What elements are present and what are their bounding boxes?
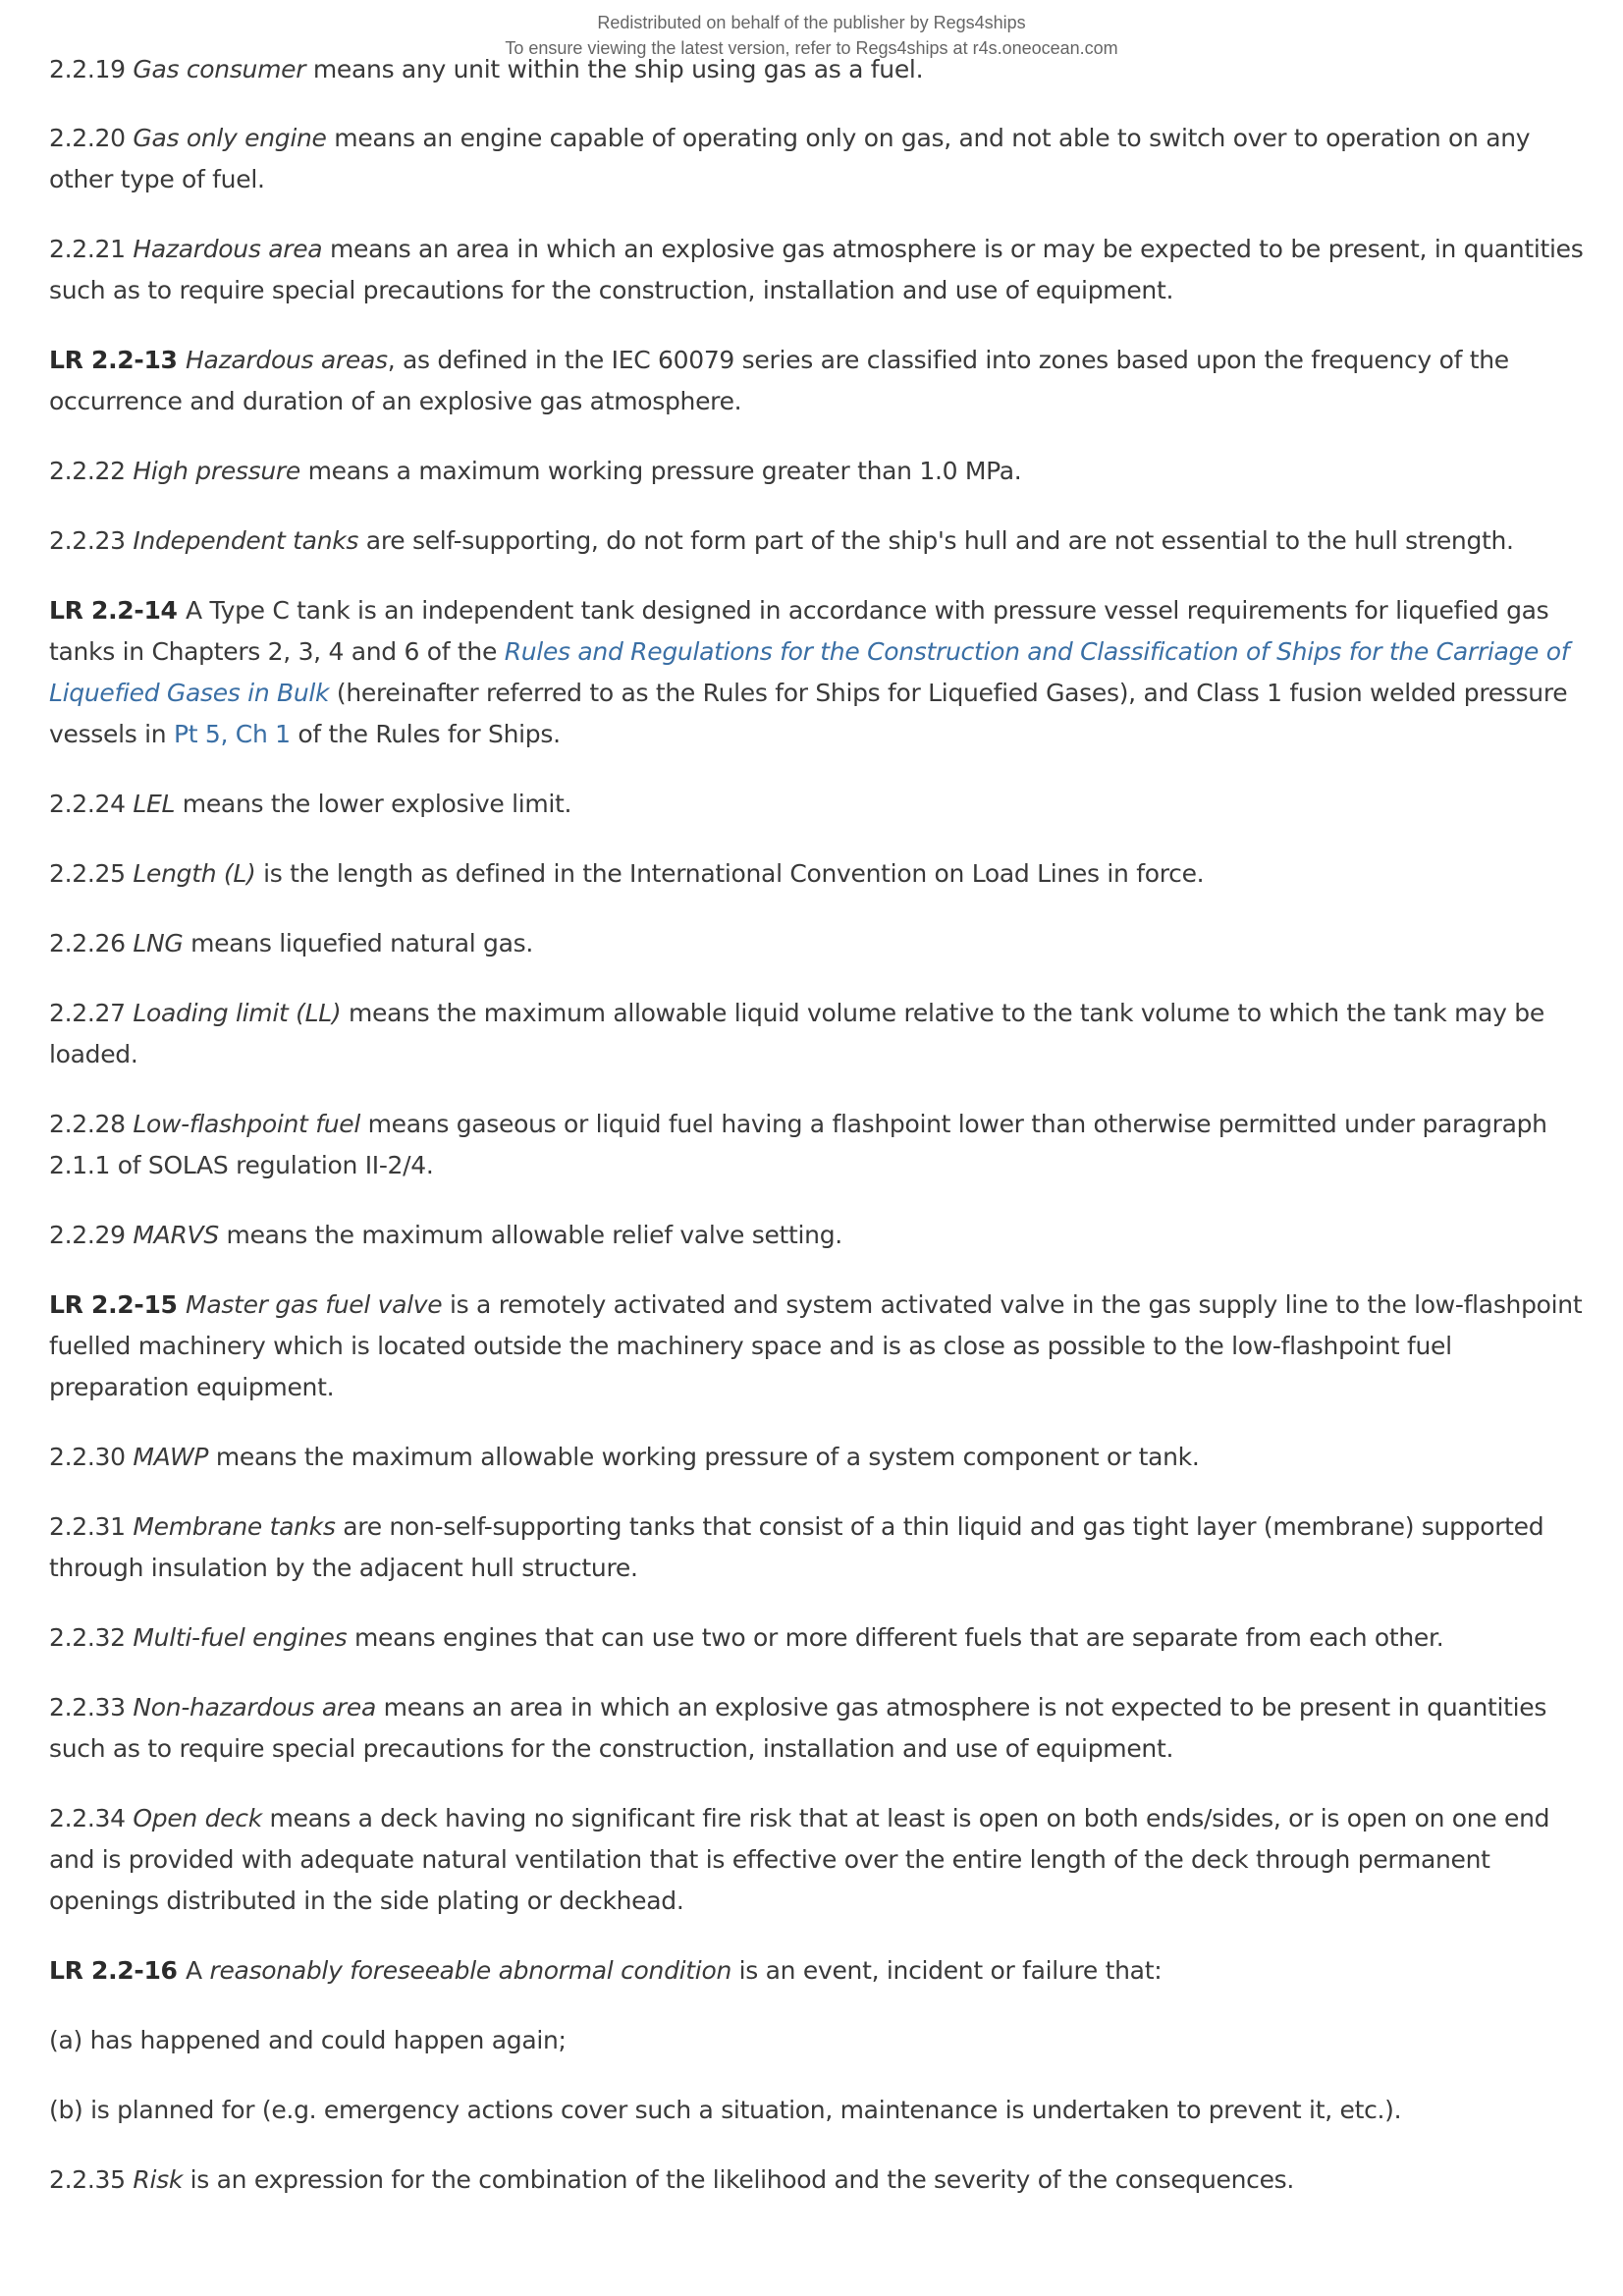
paragraph-number: 2.2.30 [49, 1443, 134, 1471]
lr-2-2-15 [49, 1285, 1591, 1408]
paragraph-number: 2.2.34 [49, 1804, 134, 1832]
rules-liquefied-gases-link[interactable]: Rules and Regulations for the Construction and Classification of Ships for the Carriage of Liquefied Gases in Bulk [49, 637, 1570, 707]
definition-2-2-23 [49, 520, 1591, 562]
paragraph-number: 2.2.20 [49, 124, 134, 152]
list-item-a [49, 2020, 1591, 2061]
paragraph-text: means the maximum allowable relief valve setting. [218, 1221, 842, 1249]
defined-term: Loading limit (LL) [133, 999, 342, 1027]
paragraph-text: means an area in which an explosive gas atmosphere is not expected to be present in quantities such as to require special precautions for the construction, installation and use of equipment. [49, 1693, 1547, 1763]
paragraph-text: A Type C tank is an independent tank designed in accordance with pressure vessel requirements for liquefied gas tanks in Chapters 2, 3, 4 and 6 of the [49, 596, 1549, 666]
defined-term: Low-flashpoint fuel [133, 1110, 360, 1138]
pt5-ch1-link[interactable]: Pt 5, Ch 1 [173, 720, 291, 748]
defined-term: Master gas fuel valve [186, 1290, 443, 1319]
paragraph-text: means the maximum allowable liquid volume relative to the tank volume to which the tank may be loaded. [49, 999, 1544, 1068]
paragraph-text: means gaseous or liquid fuel having a flashpoint lower than otherwise permitted under paragraph 2.1.1 of SOLAS regulation II-2/4. [49, 1110, 1547, 1179]
definition-2-2-34 [49, 1798, 1591, 1922]
paragraph-text: means engines that can use two or more different fuels that are separate from each other. [347, 1623, 1444, 1652]
paragraph-number: 2.2.21 [49, 235, 134, 263]
paragraph-text-pre: A [186, 1956, 210, 1985]
paragraph-text: are non-self-supporting tanks that consist of a thin liquid and gas tight layer (membrane) supported through insulation by the adjacent hull structure. [49, 1512, 1544, 1582]
list-item-text: (b) is planned for (e.g. emergency actions cover such a situation, maintenance is undertaken to prevent it, etc.). [49, 2096, 1402, 2124]
paragraph-text-end: of the Rules for Ships. [290, 720, 561, 748]
definition-2-2-21 [49, 229, 1591, 311]
paragraph-text: means a deck having no significant fire risk that at least is open on both ends/sides, or is open on one end and is provided with adequate natural ventilation that is effective over the entire length of the deck through permanent openings distributed in the side plating or deckhead. [49, 1804, 1550, 1915]
paragraph-number: 2.2.33 [49, 1693, 134, 1722]
paragraph-text-continued: (hereinafter referred to as the Rules for Ships for Liquefied Gases), and Class 1 fusion welded pressure vessels in [49, 679, 1568, 748]
defined-term: MAWP [133, 1443, 209, 1471]
defined-term: Multi-fuel engines [133, 1623, 348, 1652]
paragraph-text: is an expression for the combination of the likelihood and the severity of the consequences. [183, 2165, 1295, 2194]
lr-2-2-16 [49, 1950, 1591, 1992]
paragraph-text: means the maximum allowable working pressure of a system component or tank. [208, 1443, 1200, 1471]
definition-2-2-24 [49, 784, 1591, 825]
defined-term: Non-hazardous area [133, 1693, 377, 1722]
defined-term: Gas consumer [133, 55, 306, 83]
paragraph-number: 2.2.29 [49, 1221, 134, 1249]
defined-term: MARVS [133, 1221, 219, 1249]
lr-2-2-13 [49, 340, 1591, 422]
lr-paragraph-number: LR 2.2-13 [49, 346, 187, 374]
paragraph-number: 2.2.26 [49, 929, 134, 957]
defined-term: Length (L) [133, 859, 256, 888]
paragraph-number: 2.2.23 [49, 526, 134, 555]
paragraph-number: 2.2.35 [49, 2165, 134, 2194]
defined-term: Gas only engine [133, 124, 327, 152]
defined-term: LEL [133, 790, 176, 818]
paragraph-number: 2.2.32 [49, 1623, 134, 1652]
paragraph-text: means an area in which an explosive gas atmosphere is or may be expected to be present, in quantities such as to require special precautions for the construction, installation and use of equipment. [49, 235, 1584, 304]
defined-term: LNG [133, 929, 184, 957]
paragraph-text: means a maximum working pressure greater than 1.0 MPa. [299, 457, 1022, 485]
defined-term: Risk [133, 2165, 183, 2194]
definition-2-2-31 [49, 1506, 1591, 1589]
paragraph-number: 2.2.28 [49, 1110, 134, 1138]
paragraph-text: is a remotely activated and system activated valve in the gas supply line to the low-flashpoint fuelled machinery which is located outside the machinery space and is as close as possible to the low-flashpoint fuel preparation equipment. [49, 1290, 1583, 1401]
paragraph-number: 2.2.22 [49, 457, 134, 485]
header-line-2: To ensure viewing the latest version, refer to Regs4ships at r4s.oneocean.com [505, 38, 1118, 58]
paragraph-number: 2.2.31 [49, 1512, 134, 1541]
cut-off-paragraph-top [49, 55, 1591, 90]
paragraph-text: , as defined in the IEC 60079 series are classified into zones based upon the frequency of the occurrence and duration of an explosive gas atmosphere. [49, 346, 1509, 415]
paragraph-text: is the length as defined in the International Convention on Load Lines in force. [255, 859, 1205, 888]
definition-2-2-25 [49, 853, 1591, 895]
definition-2-2-28 [49, 1104, 1591, 1186]
lr-paragraph-number: LR 2.2-16 [49, 1956, 187, 1985]
definition-2-2-27 [49, 993, 1591, 1075]
definition-2-2-22 [49, 451, 1591, 492]
paragraph-number: 2.2.25 [49, 859, 134, 888]
defined-term: reasonably foreseeable abnormal condition [209, 1956, 731, 1985]
definition-2-2-33 [49, 1687, 1591, 1770]
paragraph-text: is an event, incident or failure that: [731, 1956, 1163, 1985]
lr-paragraph-number: LR 2.2-15 [49, 1290, 187, 1319]
list-item-b [49, 2090, 1591, 2131]
paragraph-text: means the lower explosive limit. [175, 790, 572, 818]
paragraph-number: 2.2.24 [49, 790, 134, 818]
lr-2-2-14 [49, 590, 1591, 755]
defined-term: High pressure [133, 457, 300, 485]
paragraph-text: means any unit within the ship using gas as a fuel. [305, 55, 924, 83]
lr-paragraph-number: LR 2.2-14 [49, 596, 187, 625]
defined-term: Hazardous area [133, 235, 323, 263]
defined-term: Independent tanks [133, 526, 359, 555]
header-line-1: Redistributed on behalf of the publisher by Regs4ships [597, 13, 1026, 32]
defined-term: Hazardous areas [186, 346, 388, 374]
paragraph-text: means an engine capable of operating only on gas, and not able to switch over to operation on any other type of fuel. [49, 124, 1531, 193]
definition-2-2-32 [49, 1617, 1591, 1659]
definition-2-2-29 [49, 1215, 1591, 1256]
paragraph-number: 2.2.19 [49, 55, 126, 83]
cut-off-paragraph-bottom [49, 2159, 1591, 2194]
defined-term: Open deck [133, 1804, 262, 1832]
definition-2-2-26 [49, 923, 1591, 964]
document-body [49, 55, 1591, 2235]
paragraph-number: 2.2.27 [49, 999, 134, 1027]
list-item-text: (a) has happened and could happen again; [49, 2026, 567, 2054]
paragraph-text: are self-supporting, do not form part of the ship's hull and are not essential to the hull strength. [358, 526, 1514, 555]
definition-2-2-20 [49, 118, 1591, 200]
definition-2-2-30 [49, 1437, 1591, 1478]
paragraph-text: means liquefied natural gas. [183, 929, 533, 957]
defined-term: Membrane tanks [133, 1512, 336, 1541]
